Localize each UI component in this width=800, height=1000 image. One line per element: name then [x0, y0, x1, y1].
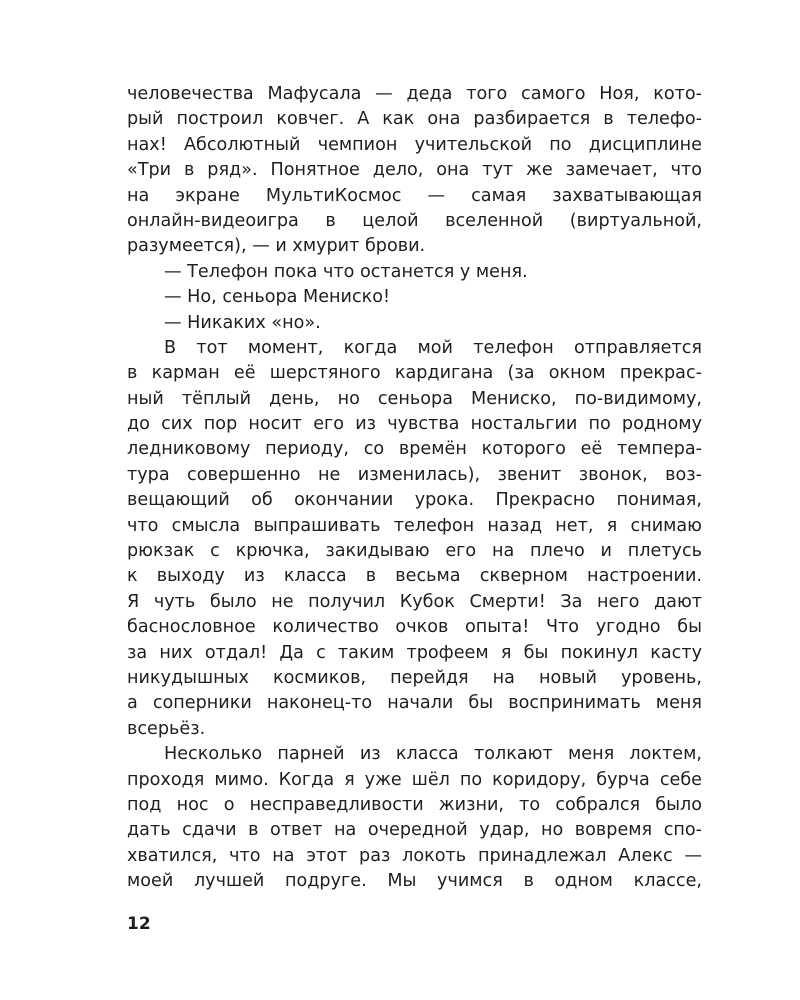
text-line: проходя мимо. Когда я уже шёл по коридору, бурча себе: [127, 769, 702, 790]
text-line: никудышных космиков, перейдя на новый уровень,: [127, 667, 702, 688]
text-line: Я чуть было не получил Кубок Смерти! За него дают: [127, 591, 702, 612]
page-number: 12: [127, 914, 151, 934]
dialogue-line: — Никаких «но».: [164, 312, 321, 333]
text-line: вещающий об окончании урока. Прекрасно понимая,: [127, 490, 702, 511]
text-line: к выходу из класса в весьма скверном настроении.: [127, 566, 702, 587]
text-line: хватился, что на этот раз локоть принадлежал Алекс —: [127, 845, 702, 866]
text-line: нах! Абсолютный чемпион учительской по дисциплине: [127, 134, 702, 155]
text-line: дать сдачи в ответ на очередной удар, но вовремя спо-: [127, 820, 702, 841]
text-line: ный тёплый день, но сеньора Мениско, по-видимому,: [127, 388, 702, 409]
text-line: человечества Мафусала — деда того самого Ноя, кото-: [127, 84, 702, 104]
text-line: за них отдал! Да с таким трофеем я бы покинул касту: [127, 642, 702, 663]
text-line: а соперники наконец-то начали бы воспринимать меня: [127, 693, 702, 714]
paragraph-start-line: В тот момент, когда мой телефон отправляется: [164, 337, 702, 358]
text-line: «Три в ряд». Понятное дело, она тут же замечает, что: [127, 160, 702, 181]
text-line: моей лучшей подруге. Мы учимся в одном классе,: [127, 871, 702, 892]
text-line: до сих пор носит его из чувства ностальгии по родному: [127, 414, 702, 435]
text-line: рый построил ковчег. А как она разбирается в телефо-: [127, 109, 702, 130]
text-line: тура совершенно не изменилась), звенит звонок, воз-: [127, 464, 702, 485]
text-line: на экране МультиКосмос — самая захватывающая: [127, 185, 702, 206]
text-line: ледниковому периоду, со времён которого её темпера-: [127, 439, 702, 460]
dialogue-line: — Телефон пока что останется у меня.: [164, 261, 528, 282]
paragraph-start-line: Несколько парней из класса толкают меня локтем,: [164, 744, 702, 765]
text-line: что смысла выпрашивать телефон назад нет, я снимаю: [127, 515, 702, 536]
text-line: рюкзак с крючка, закидываю его на плечо и плетусь: [127, 541, 702, 562]
text-line: в карман её шерстяного кардигана (за окном прекрас-: [127, 363, 702, 384]
dialogue-line: — Но, сеньора Мениско!: [164, 287, 391, 308]
text-line: разумеется), — и хмурит брови.: [127, 236, 426, 257]
text-line: онлайн-видеоигра в целой вселенной (виртуальной,: [127, 210, 702, 231]
text-line: баснословное количество очков опыта! Что угодно бы: [127, 617, 702, 638]
page-text: [127, 82, 702, 895]
text-line: всерьёз.: [127, 718, 206, 739]
text-line: под нос о несправедливости жизни, то собрался было: [127, 794, 702, 815]
